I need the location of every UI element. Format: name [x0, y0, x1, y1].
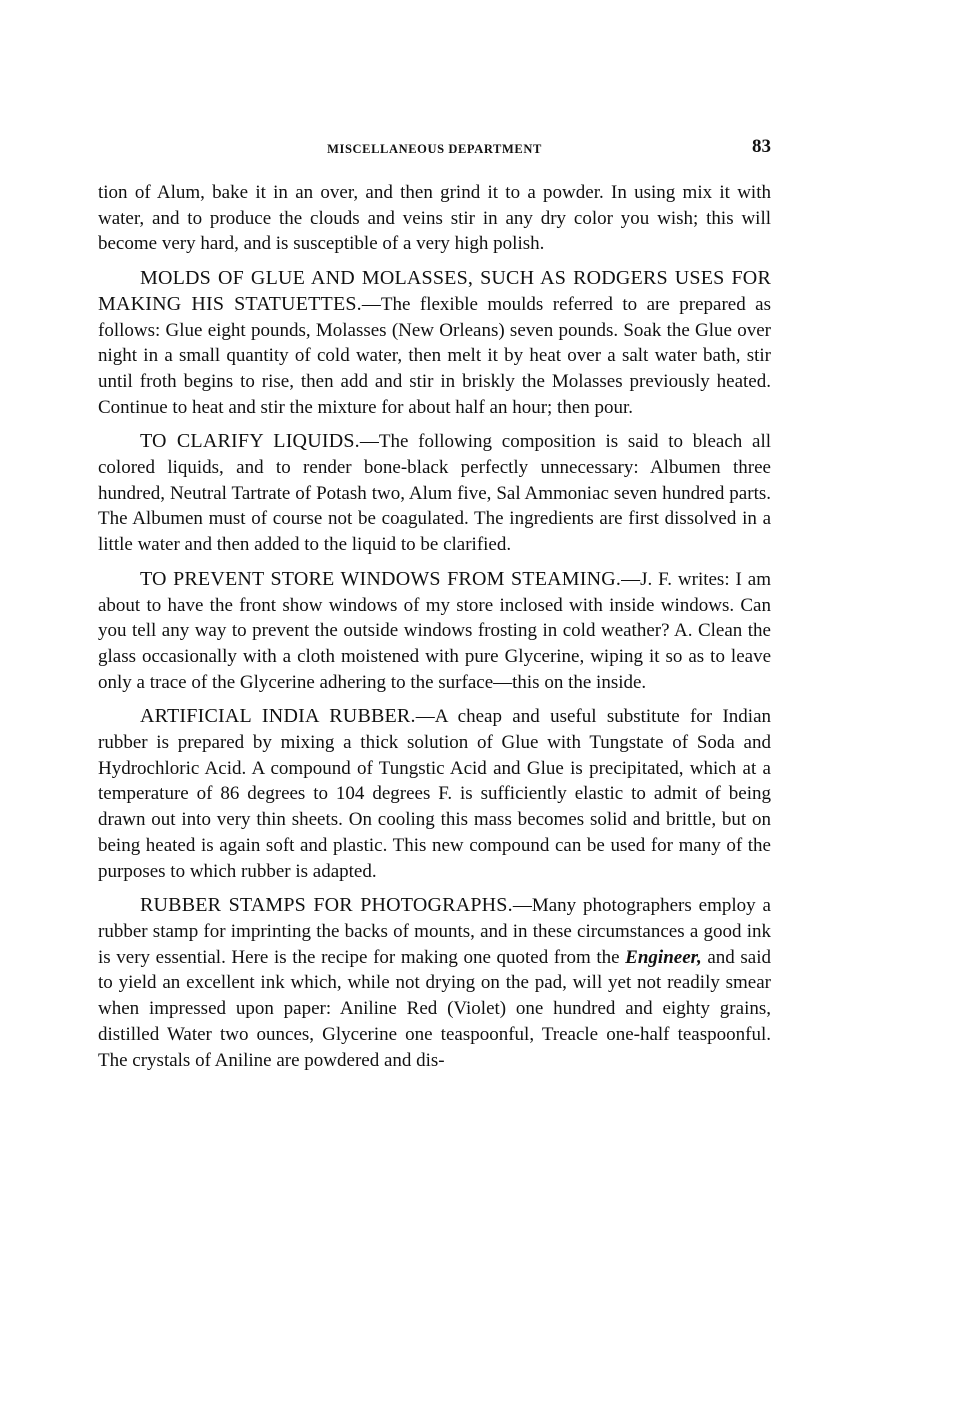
- paragraph-rubber-stamps: [98, 893, 771, 1073]
- section-heading: MOLDS OF GLUE AND MOLASSES, SUCH AS RODGERS USES FOR MAKING HIS STATUETTES.: [98, 267, 771, 315]
- paragraph-molds-of-glue: [98, 266, 771, 420]
- paragraph-clarify-liquids: [98, 429, 771, 558]
- paragraph-text: and said to yield an excellent ink which, while not drying on the pad, will yet not readily smear when impressed upon paper: Aniline Red (Violet) one hundred and eighty grains, distilled Water two ounces, Glycerine one teaspoonful, Treacle one-half teaspoonful. The crystals of Aniline are powdered and dis-: [98, 946, 771, 1071]
- section-heading: ARTIFICIAL INDIA RUBBER.: [140, 705, 416, 728]
- paragraph-text: —A cheap and useful substitute for Indian rubber is prepared by mixing a thick solution of Glue with Tungstate of Soda and Hydrochloric Acid. A compound of Tungstic Acid and Glue is precipitated, which at a temperature of 86 degrees to 104 degrees F. is sufficiently elastic to admit of being drawn out into very thin sheets. On cooling this mass becomes solid and brittle, but on being heated is again soft and plastic. This new compound can be used for many of the purposes to which rubber is adapted.: [98, 706, 772, 882]
- section-heading: TO PREVENT STORE WINDOWS FROM STEAMING.: [140, 567, 622, 590]
- paragraph-india-rubber: [98, 704, 771, 884]
- running-header: [98, 136, 771, 166]
- paragraph-text: tion of Alum, bake it in an over, and then grind it to a powder. In using mix it with water, and to produce the clouds and veins stir in any dry color you wish; this will become very hard, and is susceptible of a very high polish.: [98, 182, 771, 255]
- italic-source-title: Engineer,: [625, 946, 702, 968]
- paragraph-text: —J. F. writes: I am about to have the front show windows of my store inclosed with inside windows. Can you tell any way to prevent the outside windows frosting in cold weather? A. Clean the glass occasionally with a cloth moistened with pure Glycerine, wiping it so as to leave only a trace of the Glycerine adhering to the surface—this on the inside.: [98, 568, 771, 693]
- running-title: MISCELLANEOUS DEPARTMENT: [327, 142, 542, 156]
- section-heading: TO CLARIFY LIQUIDS.: [140, 430, 360, 453]
- paragraph-alum-continuation: [98, 180, 771, 257]
- paragraph-store-windows: [98, 567, 771, 696]
- document-page: [98, 136, 771, 1082]
- paragraph-text: —Many photographers employ a rubber stamp for imprinting the backs of mounts, and in these circumstances a good ink is very essential. Here is the recipe for making one quoted from the: [98, 895, 771, 968]
- page-number: 83: [752, 136, 771, 157]
- paragraph-text: —The flexible moulds referred to are prepared as follows: Glue eight pounds, Molasses (New Orleans) seven pounds. Soak the Glue over night in a small quantity of cold water, then melt it by heat over a salt water bath, stir until froth begins to rise, then add and stir in briskly the Molasses previously heated. Continue to heat and stir the mixture for about half an hour; then pour.: [98, 293, 771, 418]
- section-heading: RUBBER STAMPS FOR PHOTOGRAPHS.: [140, 894, 513, 917]
- paragraph-text: —The following composition is said to bleach all colored liquids, and to render bone-black perfectly unnecessary: Albumen three hundred, Neutral Tartrate of Potash two, Alum five, Sal Ammoniac seven hundred parts. The Albumen must of course not be coagulated. The ingredients are first dissolved in a little water and then added to the liquid to be clarified.: [98, 431, 771, 556]
